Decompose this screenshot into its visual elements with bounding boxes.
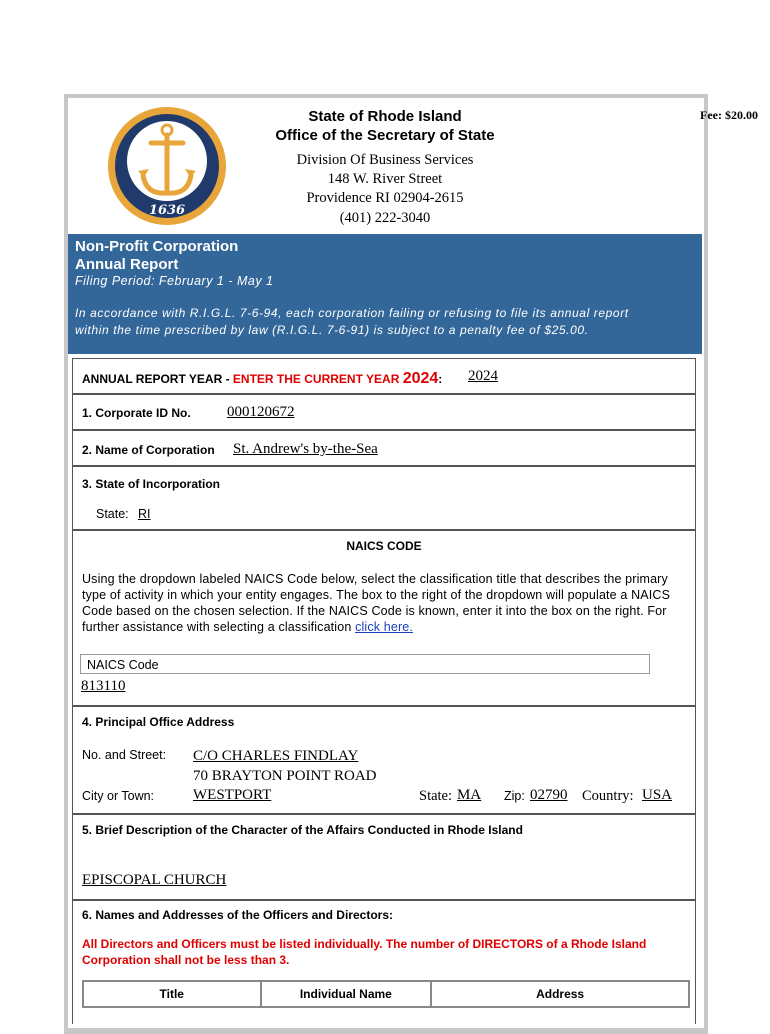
naics-help-link[interactable]: click here. bbox=[355, 620, 413, 634]
affairs-label: 5. Brief Description of the Character of the Affairs Conducted in Rhode Island bbox=[82, 823, 523, 837]
state-incorporation-section bbox=[72, 466, 696, 530]
city-field[interactable]: WESTPORT bbox=[193, 787, 272, 803]
naics-code-field[interactable]: 813110 bbox=[81, 678, 126, 694]
corp-id-section bbox=[72, 394, 696, 430]
officers-label: 6. Names and Addresses of the Officers and Directors: bbox=[82, 908, 393, 922]
city-address: Providence RI 02904-2615 bbox=[306, 190, 464, 206]
city-label: City or Town: bbox=[82, 789, 155, 803]
banner-title: Non-Profit Corporation Annual Report bbox=[75, 238, 239, 273]
country-label: Country: bbox=[582, 788, 634, 804]
state-label: State: bbox=[419, 788, 453, 804]
naics-dropdown[interactable]: NAICS Code bbox=[80, 654, 650, 674]
filing-period: Filing Period: February 1 - May 1 bbox=[75, 274, 274, 288]
naics-section bbox=[72, 530, 696, 706]
street-line2-field[interactable]: 70 BRAYTON POINT ROAD bbox=[193, 768, 377, 784]
principal-office-label: 4. Principal Office Address bbox=[82, 715, 235, 729]
zip-field[interactable]: 02790 bbox=[530, 787, 568, 803]
year-label: ANNUAL REPORT YEAR - bbox=[82, 372, 233, 386]
naics-heading: NAICS CODE bbox=[346, 539, 422, 553]
state-inc-label: 3. State of Incorporation bbox=[82, 477, 221, 491]
corp-name-section bbox=[72, 430, 696, 466]
state-inc-field[interactable]: RI bbox=[138, 507, 151, 521]
state-inc-state-label: State: bbox=[96, 507, 129, 521]
col-address: Address bbox=[431, 981, 689, 1007]
corp-name-field[interactable]: St. Andrew's by-the-Sea bbox=[233, 441, 378, 457]
corp-id-field[interactable]: 000120672 bbox=[227, 404, 295, 420]
penalty-notice: In accordance with R.I.G.L. 7-6-94, each corporation failing or refusing to file its annual report within the time prescribed by law (R.I.G.L. 7-6-91) is subject to a penalty fee of $25.00. bbox=[75, 306, 629, 337]
affairs-section bbox=[72, 814, 696, 900]
report-year-section: ANNUAL REPORT YEAR - ENTER THE CURRENT YEAR 2024: 2024 bbox=[72, 358, 696, 394]
affairs-field[interactable]: EPISCOPAL CHURCH bbox=[82, 872, 227, 888]
street-label: No. and Street: bbox=[82, 748, 167, 762]
officers-table bbox=[82, 980, 690, 1008]
col-title: Title bbox=[83, 981, 261, 1007]
seal-year: 1636 bbox=[148, 203, 186, 218]
col-individual-name: Individual Name bbox=[261, 981, 432, 1007]
fee-label: Fee: $20.00 bbox=[700, 108, 758, 122]
year-field[interactable]: 2024 bbox=[468, 368, 498, 384]
naics-instructions: Using the dropdown labeled NAICS Code below, select the classification title that describes the primary type of activity in which your entity engages. The box to the right of the dropdown will populate a NAICS Code based on the chosen selection. If the NAICS Code is known, enter it into the box on the right. For further assistance with selecting a classification click here. bbox=[82, 572, 671, 634]
phone-number: (401) 222-3040 bbox=[339, 210, 431, 226]
office-title: Office of the Secretary of State bbox=[275, 127, 495, 144]
division-name: Division Of Business Services bbox=[296, 152, 474, 168]
report-banner bbox=[68, 234, 702, 354]
street-address: 148 W. River Street bbox=[327, 171, 443, 187]
officers-warning: All Directors and Officers must be listed individually. The number of DIRECTORS of a Rhode Island Corporation shall not be less than 3. bbox=[82, 937, 647, 967]
corp-id-label: 1. Corporate ID No. bbox=[82, 406, 191, 420]
principal-office-section bbox=[72, 706, 696, 814]
street-line1-field[interactable]: C/O CHARLES FINDLAY bbox=[193, 748, 359, 764]
year-big: 2024 bbox=[402, 370, 439, 387]
year-instruction: ENTER THE CURRENT YEAR bbox=[232, 372, 403, 386]
state-title: State of Rhode Island bbox=[308, 108, 462, 125]
corp-name-label: 2. Name of Corporation bbox=[82, 443, 215, 457]
state-field[interactable]: MA bbox=[457, 787, 482, 803]
country-field[interactable]: USA bbox=[642, 787, 673, 803]
zip-label: Zip: bbox=[504, 789, 525, 803]
